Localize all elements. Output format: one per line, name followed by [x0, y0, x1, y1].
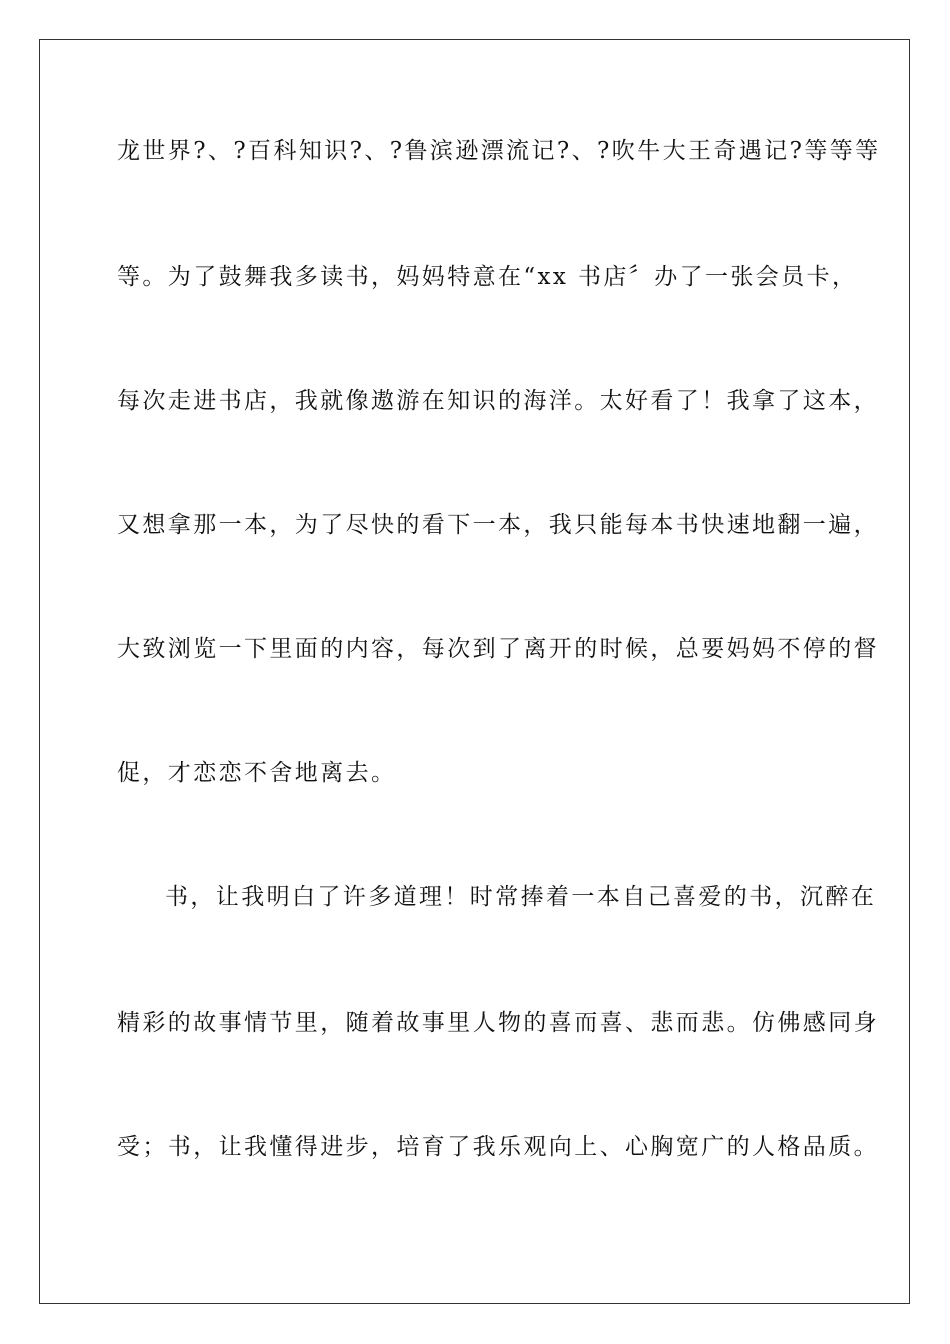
text-line: 促，才恋恋不舍地离去。	[117, 760, 397, 786]
text-line: 每次走进书店，我就像遨游在知识的海洋。太好看了！我拿了这本，	[117, 388, 879, 414]
text-line: 大致浏览一下里面的内容，每次到了离开的时候，总要妈妈不停的督	[117, 636, 879, 662]
text-line: 龙世界?、?百科知识?、?鲁滨逊漂流记?、?吹牛大王奇遇记?等等等	[117, 138, 881, 164]
page-frame	[39, 39, 910, 1304]
text-line: 精彩的故事情节里，随着故事里人物的喜而喜、悲而悲。仿佛感同身	[117, 1010, 879, 1036]
text-line: 等。为了鼓舞我多读书，妈妈特意在“xx 书店〞办了一张会员卡，	[117, 264, 858, 290]
text-line: 又想拿那一本，为了尽快的看下一本，我只能每本书快速地翻一遍，	[117, 512, 879, 538]
text-line: 受；书，让我懂得进步，培育了我乐观向上、心胸宽广的人格品质。	[117, 1134, 879, 1160]
paragraph-first-line: 书，让我明白了许多道理！时常捧着一本自己喜爱的书，沉醉在	[165, 884, 877, 910]
